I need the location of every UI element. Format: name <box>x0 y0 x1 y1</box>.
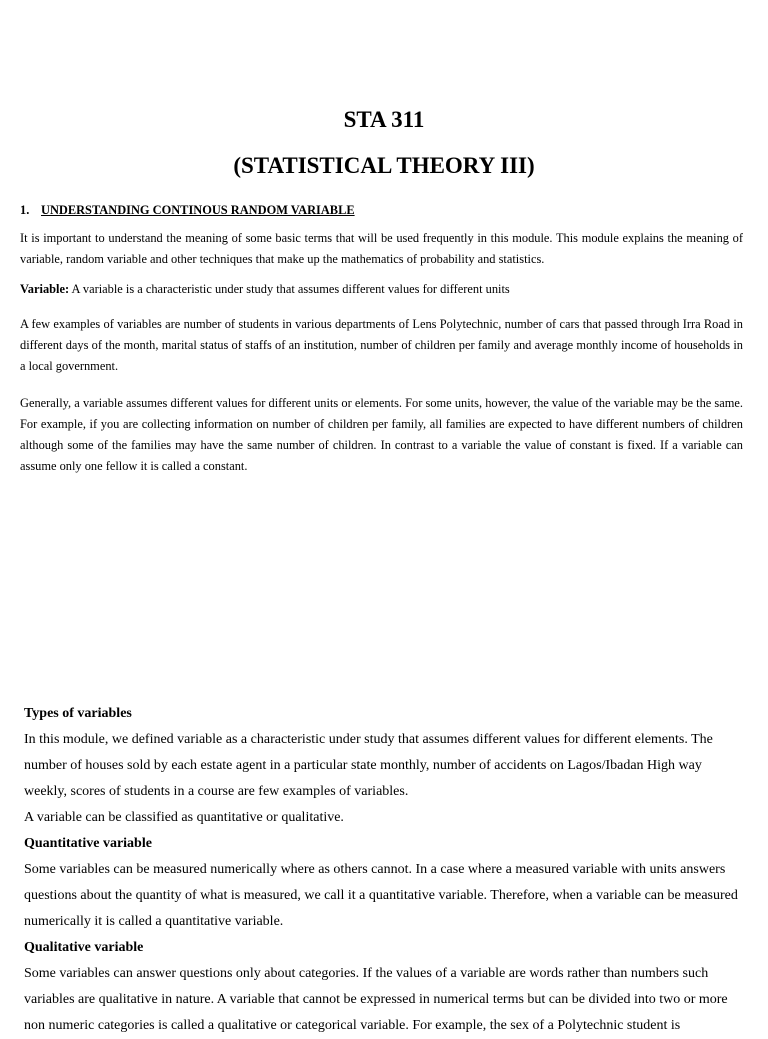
section-title: UNDERSTANDING CONTINOUS RANDOM VARIABLE <box>41 203 355 217</box>
types-heading: Types of variables <box>24 706 132 721</box>
variable-definition-text: A variable is a characteristic under study that assumes different values for different units <box>69 282 510 296</box>
variables-section <box>24 701 744 1039</box>
types-paragraph: In this module, we defined variable as a characteristic under study that assumes different values for different elements. The number of houses sold by each estate agent in a particular state monthly, number of accidents on Lagos/Ibadan High way weekly, scores of students in a course are few examples of variables. <box>24 732 713 799</box>
variable-term: Variable: <box>20 282 70 296</box>
section-number: 1. <box>20 203 30 217</box>
examples-paragraph: A few examples of variables are number of students in various departments of Lens Polytechnic, number of cars that passed through Irra Road in different days of the month, marital status of staffs of an institution, number of children per family and average monthly income of households in a local government. <box>20 317 743 373</box>
course-code: STA 311 <box>343 107 425 132</box>
intro-paragraph: It is important to understand the meaning of some basic terms that will be used frequently in this module. This module explains the meaning of variable, random variable and other techniques that make up the mathematics of probability and statistics. <box>20 231 743 266</box>
variable-definition <box>20 279 743 300</box>
course-title: (STATISTICAL THEORY III) <box>233 153 535 178</box>
general-paragraph: Generally, a variable assumes different values for different units or elements. For some units, however, the value of the variable may be the same. For example, if you are collecting information on number of children per family, all families are expected to have different numbers of children although some of the families may have the same number of children. In contrast to a variable the value of constant is fixed. If a variable can assume only one fellow it is called a constant. <box>20 396 743 473</box>
classification-line: A variable can be classified as quantitative or qualitative. <box>24 810 344 825</box>
quantitative-paragraph: Some variables can be measured numerically where as others cannot. In a case where a measured variable with units answers questions about the quantity of what is measured, we call it a quantitative variable. Therefore, when a variable can be measured numerically it is called a quantitative variable. <box>24 862 738 929</box>
quantitative-heading: Quantitative variable <box>24 836 152 851</box>
section-heading <box>20 201 743 219</box>
qualitative-heading: Qualitative variable <box>24 940 144 955</box>
qualitative-paragraph: Some variables can answer questions only about categories. If the values of a variable are words rather than numbers such variables are qualitative in nature. A variable that cannot be expressed in numerical terms but can be divided into two or more non numeric categories is called a qualitative or categorical variable. For example, the sex of a Polytechnic student is <box>24 966 728 1033</box>
